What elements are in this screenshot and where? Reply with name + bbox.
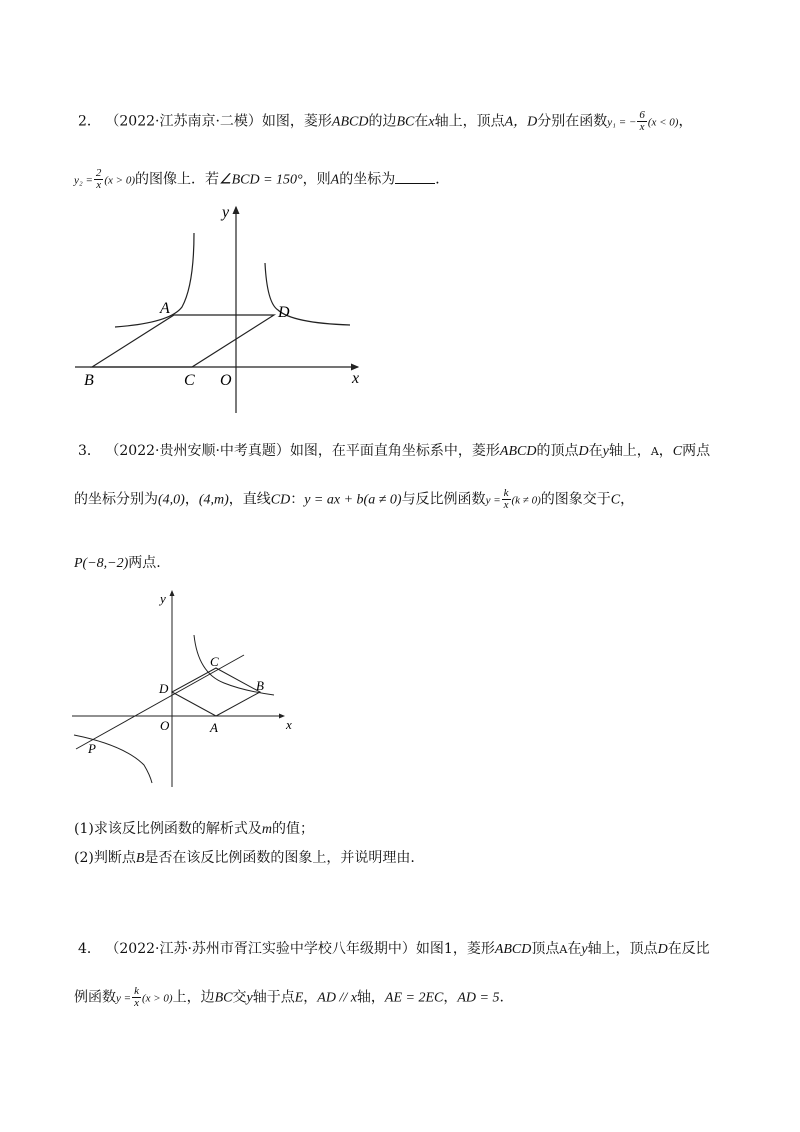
q2-line2: y₂ = $\frac{2}{x}$ (x > 0)的图像上．若∠BCD = 150°，则A的坐标为 ． <box>74 167 450 191</box>
q2-answer-blank[interactable] <box>395 171 435 184</box>
q3-inverse-fraction: $\frac{k}{x}$ <box>503 487 509 511</box>
q3-label-x: x <box>286 717 292 732</box>
q2-curve-left <box>115 233 194 327</box>
q3-source: （2022·贵州安顺·中考真题） <box>105 443 290 459</box>
q4-line2: 例函数y = $\frac{k}{x}$ (x > 0)上，边BC交y轴于点E，AD // x轴，AE = 2EC，AD = 5. <box>74 985 504 1009</box>
q3-label-P: P <box>88 741 96 756</box>
q3-sub1: (1)求该反比例函数的解析式及m的值； <box>74 821 314 837</box>
q2-label-O: O <box>220 372 232 389</box>
q3-curve-left <box>74 735 152 783</box>
q3-line1: 3． （2022·贵州安顺·中考真题）如图，在平面直角坐标系中，菱形ABCD的顶点D在y轴上，A，C两点 <box>78 443 711 459</box>
q3-line2: 的坐标分别为(4,0)，(4,m)，直线CD：y = ax + b(a ≠ 0)与反比例函数y = $\frac{k}{x}$ (k ≠ 0)的图象交于C， <box>74 487 635 511</box>
q2-line1: 2． （2022·江苏南京·二模）如图，菱形ABCD的边BC在x轴上，顶点A，D分别在函数y₁ = − $\frac{6}{x}$ (x < 0)， <box>78 109 693 133</box>
q2-y2-fraction: $\frac{2}{x}$ <box>95 167 102 191</box>
q2-y1-fraction: $\frac{6}{x}$ <box>639 109 645 133</box>
q3-label-A: A <box>210 720 218 735</box>
q3-label-C: C <box>210 654 219 669</box>
q3-line3: P(−8,−2)两点. <box>74 555 161 571</box>
q2-label-D: D <box>278 304 290 321</box>
q2-source: （2022·江苏南京·二模） <box>105 113 262 130</box>
q2-label-x: x <box>352 370 360 387</box>
q4-source: （2022·江苏·苏州市胥江实验中学校八年级期中） <box>105 941 416 957</box>
q3-sub2: (2)判断点B是否在该反比例函数的图象上，并说明理由. <box>74 850 415 866</box>
q2-label-A: A <box>160 300 170 317</box>
q3-label-B: B <box>256 678 264 693</box>
q4-inverse-fraction: $\frac{k}{x}$ <box>134 985 139 1009</box>
q2-figure <box>60 195 380 420</box>
q4-line1: 4． （2022·江苏·苏州市胥江实验中学校八年级期中）如图1，菱形ABCD顶点A在y轴上，顶点D在反比 <box>78 941 710 957</box>
q2-rhombus <box>92 315 274 367</box>
q2-label-y: y <box>222 204 230 221</box>
q3-label-D: D <box>159 681 169 696</box>
q2-label-B: B <box>84 372 94 389</box>
q2-label-C: C <box>184 372 195 389</box>
q3-label-O: O <box>160 718 170 733</box>
q3-figure <box>64 585 304 795</box>
q3-rhombus <box>172 668 260 716</box>
q3-label-y: y <box>160 591 166 606</box>
